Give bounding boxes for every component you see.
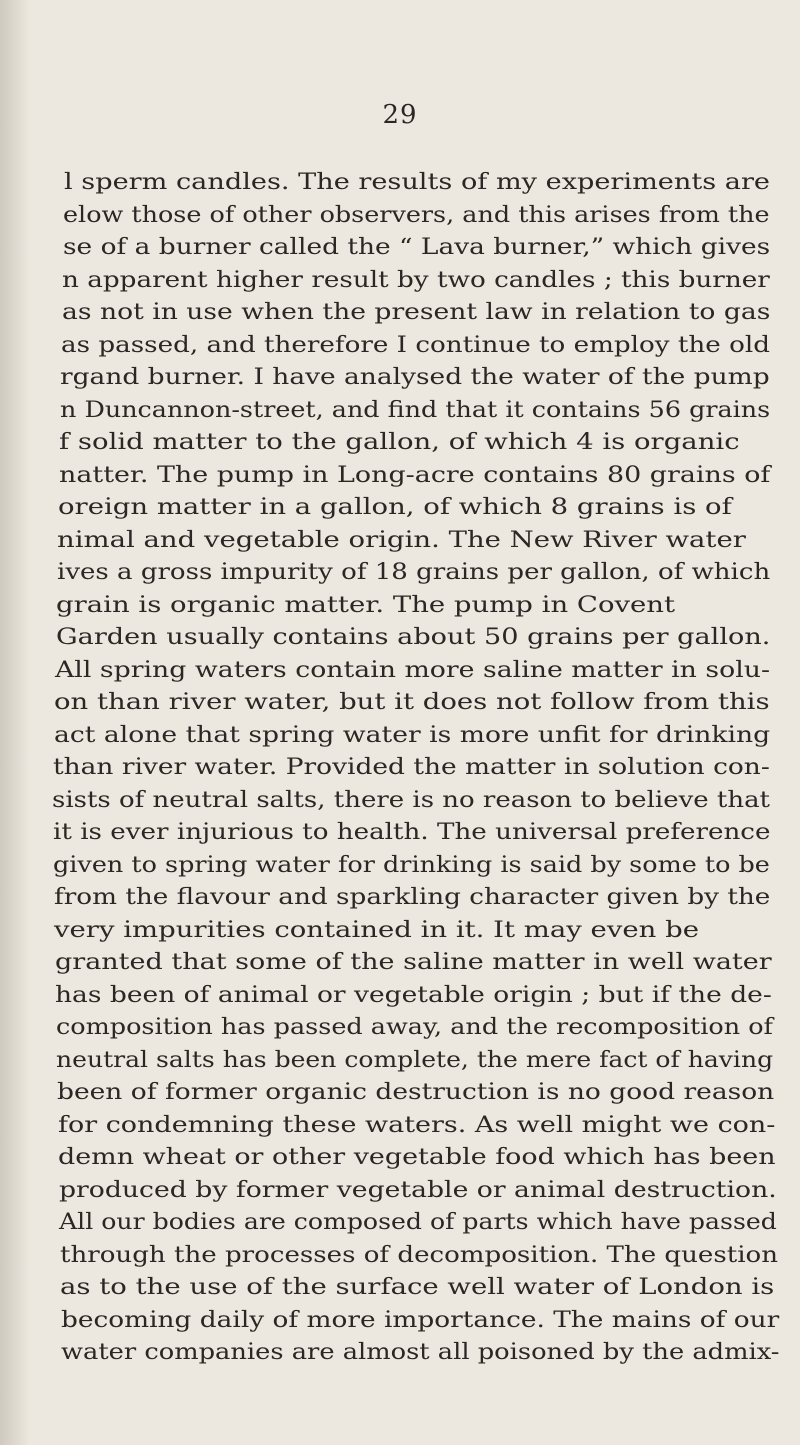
text-line: rgand burner. I have analysed the water of the pump (60, 365, 771, 390)
text-line: than river water. Provided the matter in solution con- (53, 755, 770, 780)
text-line: as not in use when the present law in relation to gas (61, 300, 770, 325)
text-line: l sperm candles. The results of my experiments are (64, 170, 771, 195)
text-line: on than river water, but it does not follow from this (54, 690, 770, 715)
text-line: it is ever injurious to health. The universal preference (52, 820, 770, 845)
text-line: as passed, and therefore I continue to employ the old (61, 332, 770, 358)
text-line: All our bodies are composed of parts which have passed (59, 1210, 777, 1235)
text-line: has been of animal or vegetable origin ; but if the de- (55, 982, 773, 1008)
text-line: natter. The pump in Long-acre contains 80 grains of (58, 462, 770, 488)
text-line: as to the use of the surface well water of London is (60, 1275, 775, 1300)
page-number: 29 (382, 100, 418, 130)
text-line: n Duncannon-street, and find that it contains 56 grains (59, 397, 770, 423)
text-line: demn wheat or other vegetable food which has been (58, 1145, 776, 1170)
text-line: All spring waters contain more saline matter in solu- (55, 657, 771, 683)
text-line: sists of neutral salts, there is no reason to believe that (52, 787, 771, 813)
text-line: elow those of other observers, and this arises from the (63, 202, 770, 228)
text-line: given to spring water for drinking is said by some to be (53, 852, 770, 878)
text-line: f solid matter to the gallon, of which 4 is organic (59, 430, 740, 455)
text-line: produced by former vegetable or animal destruction. (58, 1177, 777, 1203)
text-line: grain is organic matter. The pump in Covent (56, 592, 676, 618)
text-line: n apparent higher result by two candles ; this burner (62, 267, 771, 293)
text-line: through the processes of decomposition. The question (59, 1242, 778, 1268)
text-line: Garden usually contains about 50 grains per gallon. (55, 625, 770, 650)
text-line: ives a gross impurity of 18 grains per gallon, of which (56, 560, 771, 585)
text-line: se of a burner called the “ Lava burner,” which gives (62, 235, 771, 260)
page-gutter-shadow (0, 0, 30, 1445)
text-line: oreign matter in a gallon, of which 8 grains is of (58, 495, 732, 520)
text-line: act alone that spring water is more unfit for drinking (53, 722, 770, 748)
text-line: from the flavour and sparkling character given by the (53, 885, 770, 910)
text-line: becoming daily of more importance. The mains of our (60, 1307, 780, 1333)
text-line: nimal and vegetable origin. The New River water (57, 527, 747, 553)
text-line: water companies are almost all poisoned by the admix- (61, 1340, 780, 1365)
text-line: been of former organic destruction is no good reason (56, 1080, 775, 1105)
text-line: composition has passed away, and the recomposition of (55, 1015, 773, 1040)
text-line: granted that some of the saline matter in well water (54, 950, 772, 975)
text-line: for condemning these waters. As well might we con- (57, 1112, 775, 1138)
text-line: very impurities contained in it. It may even be (54, 917, 700, 943)
text-line: neutral salts has been complete, the mere fact of having (56, 1047, 774, 1073)
